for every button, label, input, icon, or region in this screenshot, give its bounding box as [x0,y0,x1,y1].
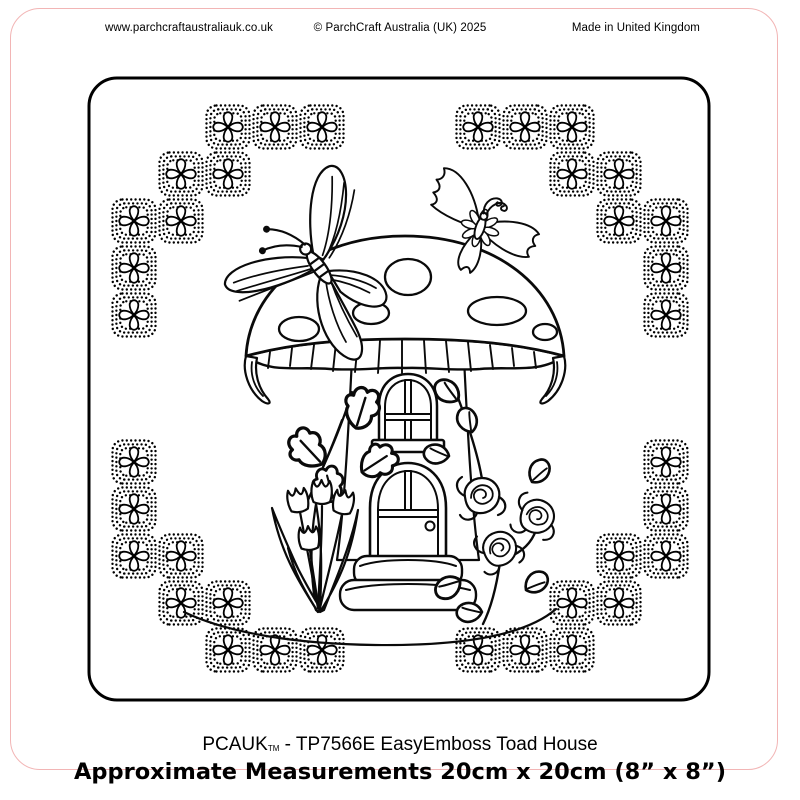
trademark-mark: TM [267,744,280,753]
door-knob [426,522,435,531]
mushroom-house-scene [184,162,565,645]
measurements-line: Approximate Measurements 20cm x 20cm (8” x 8”) [73,759,727,785]
website-url: www.parchcraftaustraliauk.co.uk [105,22,274,34]
door [370,463,446,562]
made-in-text: Made in United Kingdom [571,22,700,34]
brand-text: PCAUK [202,734,268,755]
product-title-line [0,734,800,756]
copyright-text: © ParchCraft Australia (UK) 2025 [313,22,487,34]
product-code-text: - TP7566E EasyEmboss Toad House [279,734,598,755]
